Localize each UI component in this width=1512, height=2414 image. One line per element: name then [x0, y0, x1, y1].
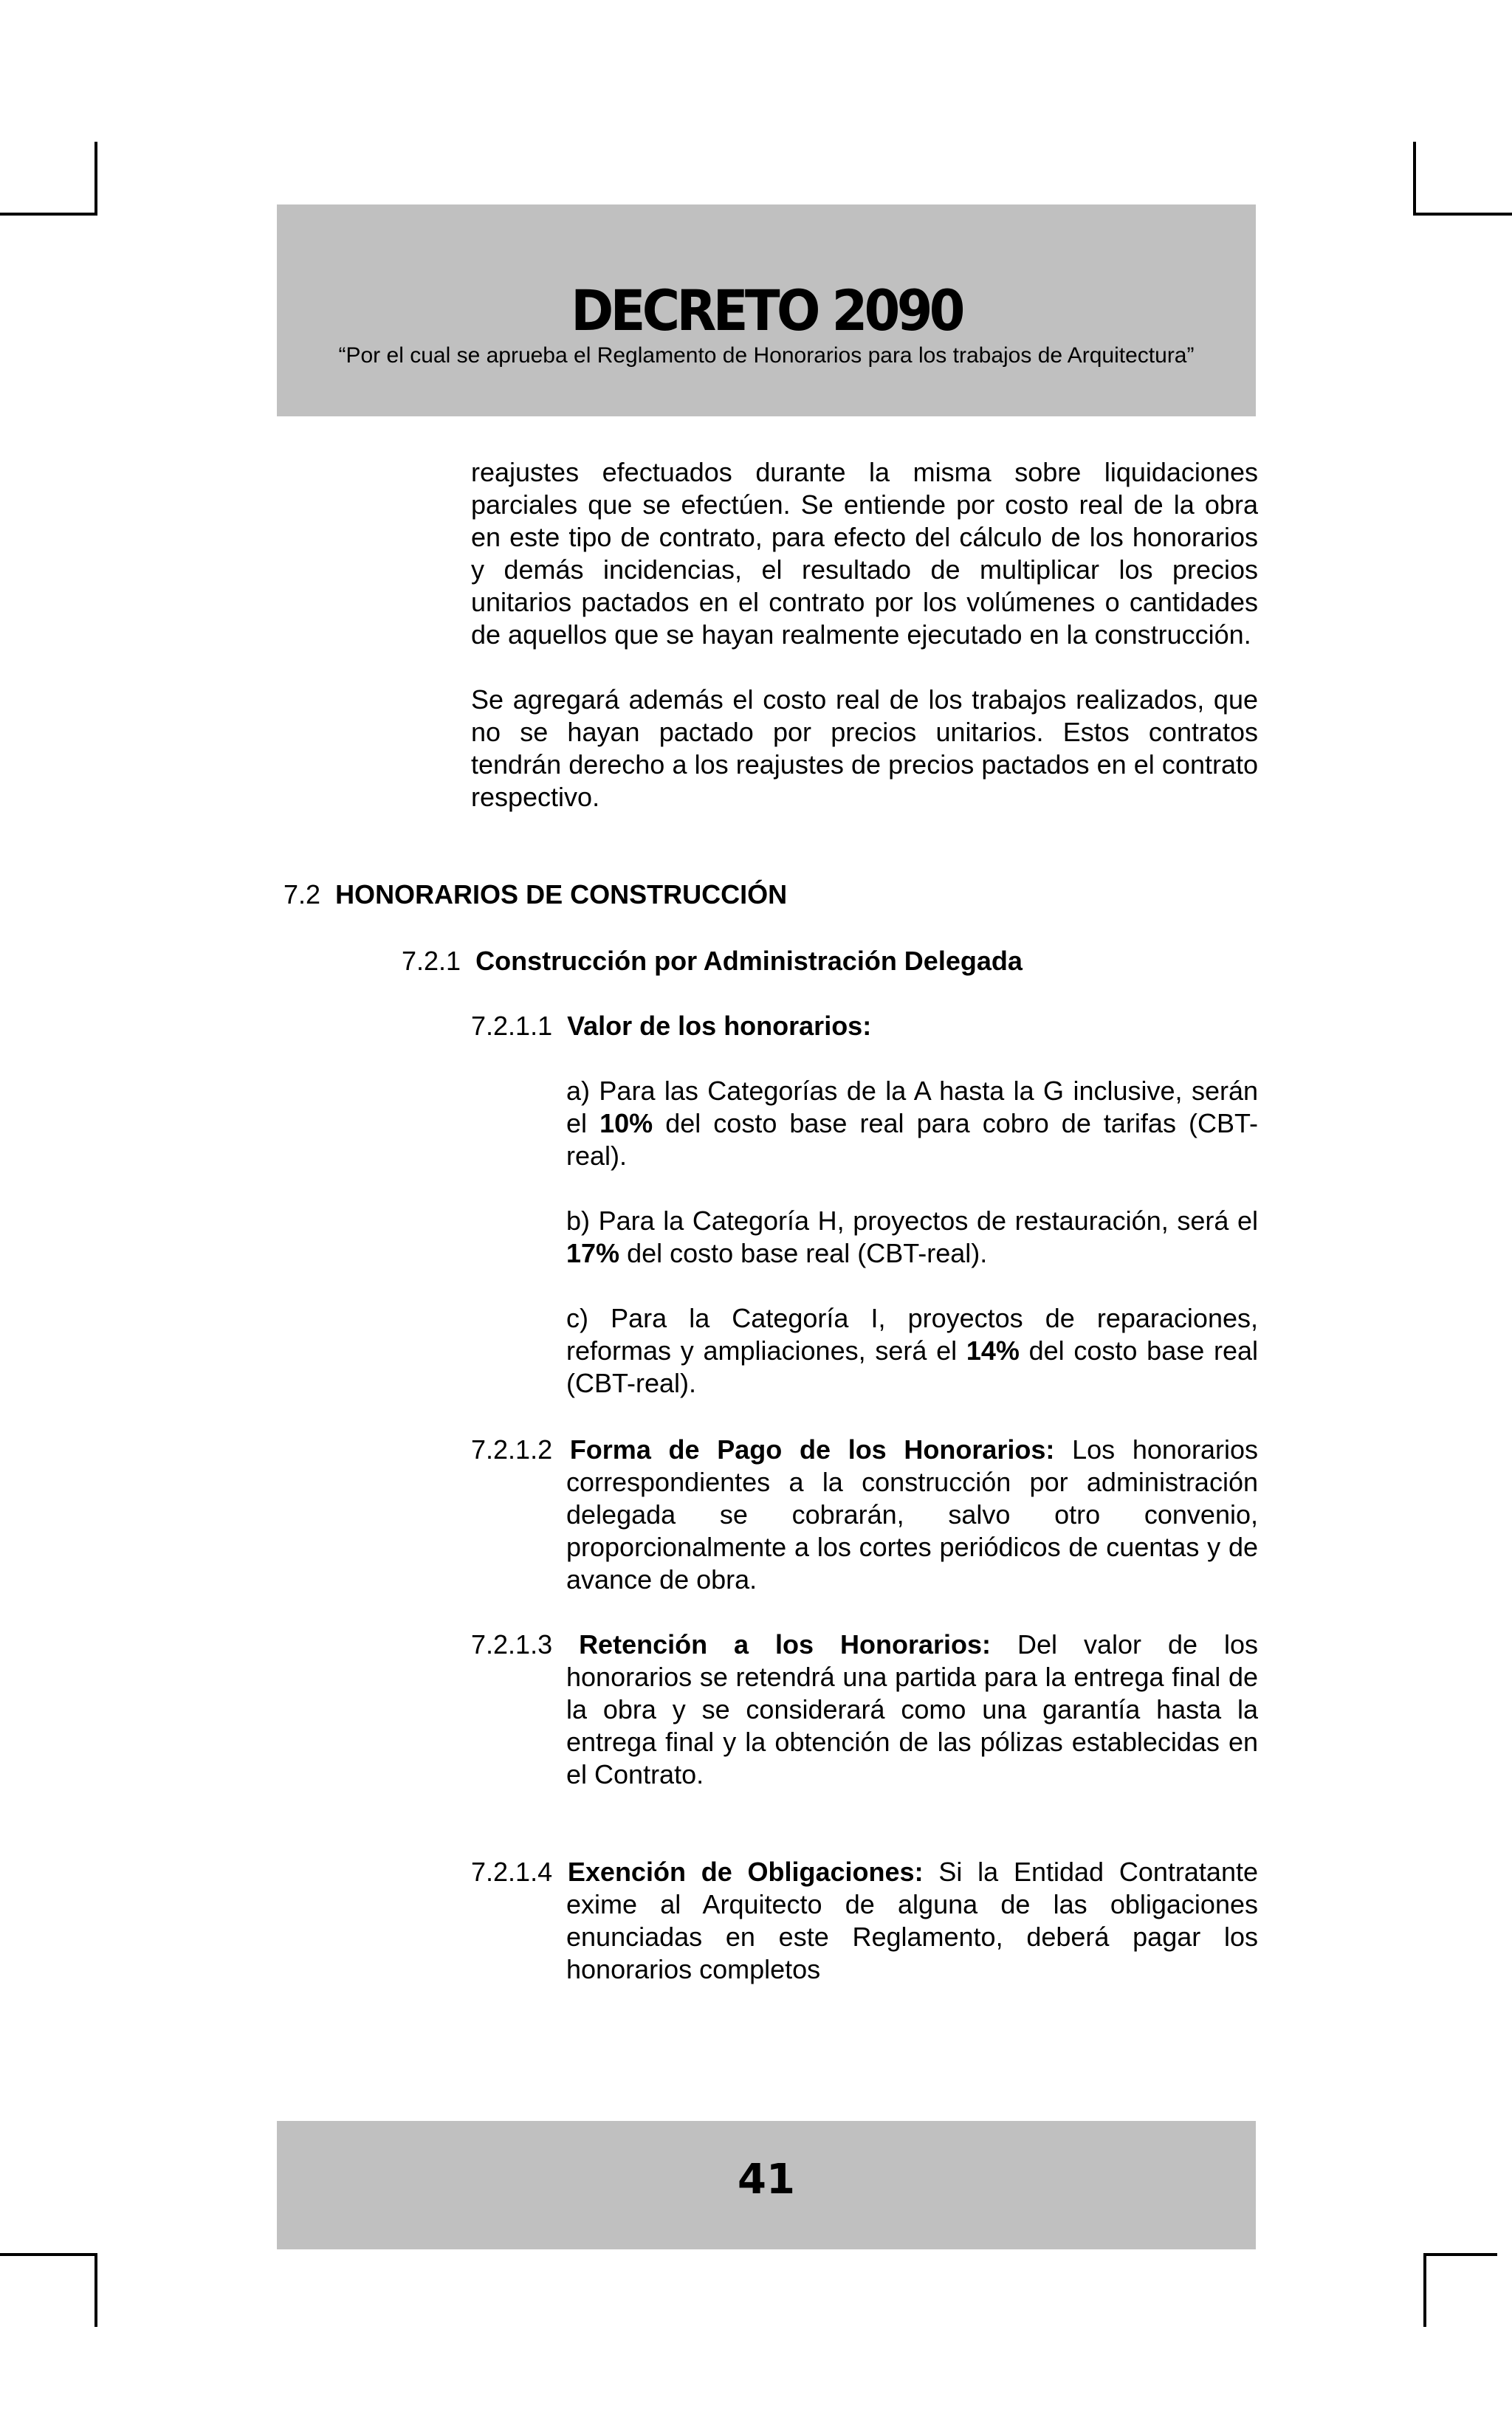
item-number: 7.2.1.3: [471, 1629, 553, 1660]
item-number: 7.2.1.4: [471, 1857, 553, 1887]
section-title: HONORARIOS DE CONSTRUCCIÓN: [335, 879, 788, 909]
intro-paragraph: Se agregará además el costo real de los trabajos realizados, que no se hayan pactado por precios unitarios. Estos contratos tendrán derecho a los reajustes de precios pactados en el contrato respectivo.: [471, 684, 1258, 812]
intro-paragraph: reajustes efectuados durante la misma sobre liquidaciones parciales que se efectúen. Se entiende por costo real de la obra en este tipo de contrato, para efecto del cálculo de los honorarios y demás incidencias, el resultado de multiplicar los precios unitarios pactados en el contrato por los volúmenes o cantidades de aquellos que se hayan realmente ejecutado en la construcción.: [471, 457, 1258, 650]
footer-band: [277, 2121, 1256, 2249]
subsection-title: Construcción por Administración Delegada: [475, 946, 1023, 976]
subsection-heading: [402, 945, 1023, 977]
fee-item-b: b) Para la Categoría H, proyectos de restauración, será el 17% del costo base real (CBT-real).: [566, 1206, 1258, 1268]
fee-item-a: a) Para las Categorías de la A hasta la G inclusive, serán el 10% del costo base real para cobro de tarifas (CBT-real).: [566, 1076, 1258, 1171]
section-heading: [284, 878, 787, 911]
item-number: 7.2.1.1: [471, 1011, 553, 1041]
crop-mark-bottom-left: [0, 2253, 97, 2256]
header-band: [277, 204, 1256, 416]
item-heading: [471, 1010, 871, 1042]
document-title: DECRETO 2090: [571, 278, 962, 343]
crop-mark-bottom-right: [1423, 2253, 1497, 2256]
crop-mark-bottom-right: [1423, 2253, 1426, 2327]
item-retention: 7.2.1.3 Retención a los Honorarios: Del valor de los honorarios se retendrá una partida para la entrega final de la obra y se considerará como una garantía hasta la entrega final y la obtención de las pólizas establecidas en el Contrato.: [471, 1629, 1258, 1789]
section-number: 7.2: [284, 879, 321, 909]
crop-mark-top-left: [94, 142, 97, 216]
subsection-number: 7.2.1: [402, 946, 461, 976]
item-payment: 7.2.1.2 Forma de Pago de los Honorarios: Los honorarios correspondientes a la construcción por administración delegada se cobrarán, salvo otro convenio, proporcionalmente a los cortes periódicos de cuentas y de avance de obra.: [471, 1434, 1258, 1595]
page-number: 41: [738, 2156, 795, 2204]
crop-mark-top-right: [1413, 142, 1416, 216]
fee-percent-a: 10%: [599, 1108, 653, 1138]
crop-mark-top-right: [1413, 213, 1512, 216]
fee-percent-c: 14%: [966, 1335, 1020, 1366]
item-title: Exención de Obligaciones:: [567, 1857, 924, 1887]
item-title: Forma de Pago de los Honorarios:: [569, 1434, 1055, 1465]
fee-item-c: c) Para la Categoría I, proyectos de reparaciones, reformas y ampliaciones, será el 14% del costo base real (CBT-real).: [566, 1303, 1258, 1398]
item-title: Retención a los Honorarios:: [579, 1629, 992, 1660]
item-title: Valor de los honorarios:: [567, 1011, 872, 1041]
crop-mark-top-left: [0, 213, 97, 216]
fee-percent-b: 17%: [566, 1238, 620, 1268]
item-exemption: 7.2.1.4 Exención de Obligaciones: Si la Entidad Contratante exime al Arquitecto de alguna de las obligaciones enunciadas en este Reglamento, deberá pagar los honorarios completos: [471, 1857, 1258, 1984]
document-subtitle: “Por el cual se aprueba el Reglamento de Honorarios para los trabajos de Arquitectura”: [338, 343, 1195, 368]
item-number: 7.2.1.2: [471, 1434, 553, 1465]
crop-mark-bottom-left: [94, 2253, 97, 2327]
